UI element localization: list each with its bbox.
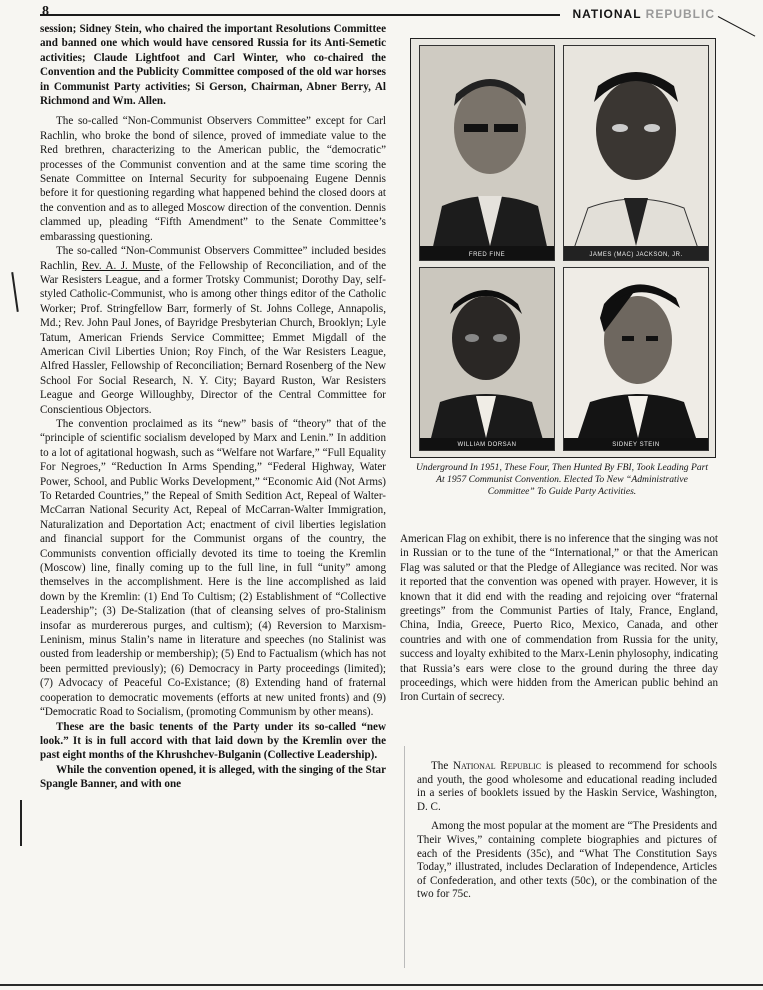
portrait-image: [420, 268, 554, 450]
paragraph-flag: American Flag on exhibit, there is no inference that the singing was not in Russian or to the tune of the “International,” or that the American Flag was saluted or that the Pledge of Allegiance was recited. Nor was it reported that the convention was opened with prayer. However, it is known that it did end with the reading and rejoicing over “fraternal greetings” from the Communist Parties of Italy, France, England, China, India, Greece, Puerto Rico, Mexico, Canada, and other countries and with one of commendation from Russia for the unity, success and loyalty exhibited to the Marx-Lenin phylosophy, indicating that Russia’s ears were close to the ground during the three day proceedings, which were hidden from the American public behind an Iron Curtain of secrecy.: [400, 533, 718, 704]
paragraph-observers: The so-called “Non-Communist Observers Committee” except for Carl Rachlin, who broke the bond of silence, proved of immediate value to the Red brethren, characterizing to the American public, the “democratic” processes of the Communist convention and at the same time scoring the Senate Committee on Internal Security for subpoenaing Eugene Dennis before it for questioning regarding what happened behind the closed doors at the convention and as to alleged Moscow direction of the convention. Dennis clammed up, pleading “Fifth Amendment” to the Senate Committee’s embarassing questioning.: [40, 115, 386, 243]
notice-booklets: Among the most popular at the moment are “The Presidents and Their Wives,” containing complete biographies and pictures of each of the Presidents (35c), and “What The Constitution Says Today,” illustrated, includes Declaration of Independence, Articles of Confederation, and other texts (50c), or the combination of the two for 75c.: [417, 820, 717, 901]
header-rule: [40, 14, 560, 16]
left-column: [40, 22, 386, 792]
masthead: [568, 7, 719, 21]
margin-mark: [20, 800, 22, 846]
right-column: [400, 532, 718, 705]
notice-intro: [417, 760, 717, 814]
photo-caption: Underground In 1951, These Four, Then Hunted By FBI, Took Leading Part At 1957 Communist Convention. Elected To New “Administrative Committee” To Guide Party Activities.: [415, 462, 709, 497]
book-notice-text: [417, 760, 717, 908]
photo-label: FRED FINE: [468, 252, 506, 258]
portrait-photo: [419, 267, 555, 451]
portrait-photo: [563, 267, 709, 451]
page-number: 8: [42, 4, 49, 19]
portrait-photo: [419, 45, 555, 261]
header-corner-rule: [718, 16, 756, 37]
photo-label: SIDNEY STEIN: [612, 442, 660, 448]
notice-intro-prefix: The: [431, 760, 453, 772]
masthead-title-faded: REPUBLIC: [645, 7, 715, 21]
paragraph-anthem: While the convention opened, it is alleged, with the singing of the Star Spangle Banner, and with one: [40, 763, 386, 791]
paragraph-committees: session; Sidney Stein, who chaired the important Resolutions Committee and banned one which would have censored Russia for its Anti-Semetic activities; Claude Lightfoot and Carl Winter, who co-chaired the Convention and the Publicity Committee composed of the old war horses in Communist Party activities; Si Gerson, Chairman, Abner Berry, Al Richmond and Wm. Allen.: [40, 23, 386, 108]
bottom-rule: [0, 984, 763, 986]
portrait-image: [420, 46, 554, 260]
paragraph-observers-list-rest: of the Fellowship of Reconciliation, and of the War Resisters League, and a former Trotsky Communist; Dorothy Day, self-styled Catholic-Communist, who is among other things editor of the Catholic Worker; Prof. Stringfellow Barr, formerly of St. Johns College, Annapolis, Md.; Rev. John Paul Jones, of Bayridge Presbyterian Church, Brooklyn; Lyle Tatum, American Friends Service Committee; Emmet Migdall of the American Civil Liberties Union; Roy Finch, of the War Resisters League, Alfred Hassler, Fellowship of Reconciliation; Bernard Rosenberg of the New School For Social Research, N. Y. City; Bayard Ruston, War Resisters League and George Willoughby, Director of the Central Committee for Conscientious Objectors.: [40, 259, 386, 416]
photo-grid: [410, 38, 716, 458]
paragraph-observers-list: [40, 244, 386, 417]
photo-label: JAMES (MAC) JACKSON, JR.: [589, 252, 683, 258]
paragraph-convention-theory: The convention proclaimed as its “new” basis of “theory” that of the “principle of scientific socialism developed by Marx and Lenin.” In addition to a lot of agitational hogwash, such as “Welfare not Warfare,” “Full Equality For Negroes,” “Reduction In Arms Spending,” “Federal Highway, Water Power, School, and Public Works Development,” “Economic Aid (Not Arms) To Retarded Countries,” the Repeal of Smith Sedition Act, Repeal of Walter-McCarran National Security Act, Repeal of McCarran-Walter Immigration, Naturalization and Deportation Act; enactment of civil liberties legislation and financial support for the Communist organs of the country, the Communists convention officially devoted its time to toeing the Kremlin (Moscow) line, finally coming up to the full line, in full “unity” among themselves in the accomplishment. Here is the line accomplished as laid down by the Kremlin: (1) End To Cultism; (2) Establishment of “Collective Leadership”; (3) De-Stalization (that of cleansing selves of pro-Stalinism insofar as murdererous purges, and cultism); (4) Reversion to Marxism-Leninism, minus Stalin’s name in literature and speeches (no Stalinist was ousted from leadership or membership); (5) End to Factualism (which has not been permitted previously); (6) Democracy in Party proceedings (limited); (7) Advocacy of Peaceful Co-Existance; (8) Extending hand of fraternal cooperation to democratic movements (efforts at new united fronts) and (9) “Democratic Road to Socialism, (promoting Communism by other means).: [40, 417, 386, 719]
margin-mark: [11, 272, 19, 312]
publication-name: National Republic: [452, 760, 542, 772]
portrait-image: [564, 46, 708, 260]
masthead-title: NATIONAL: [572, 7, 646, 21]
notice-intro-rest: is pleased to recommend for schools and youth, the good wholesome and educational reading included in a series of booklets issued by the Haskin Service, Washington, D. C.: [417, 760, 717, 813]
portrait-photo: [563, 45, 709, 261]
book-notice-box: [404, 746, 719, 968]
photo-label: WILLIAM DORSAN: [457, 442, 517, 448]
underlined-name: Rev. A. J. Muste,: [81, 259, 163, 272]
portrait-image: [564, 268, 708, 450]
paragraph-tenets: These are the basic tenents of the Party under its so-called “new look.” It is in full accord with that laid down by the Kremlin over the past eight months of the Khrushchev-Bulganin (Collective Leadership).: [40, 720, 386, 762]
paragraph-observers-list-lead: The so-called “Non-Communist Observers Committee” included besides Rachlin,: [40, 245, 386, 272]
